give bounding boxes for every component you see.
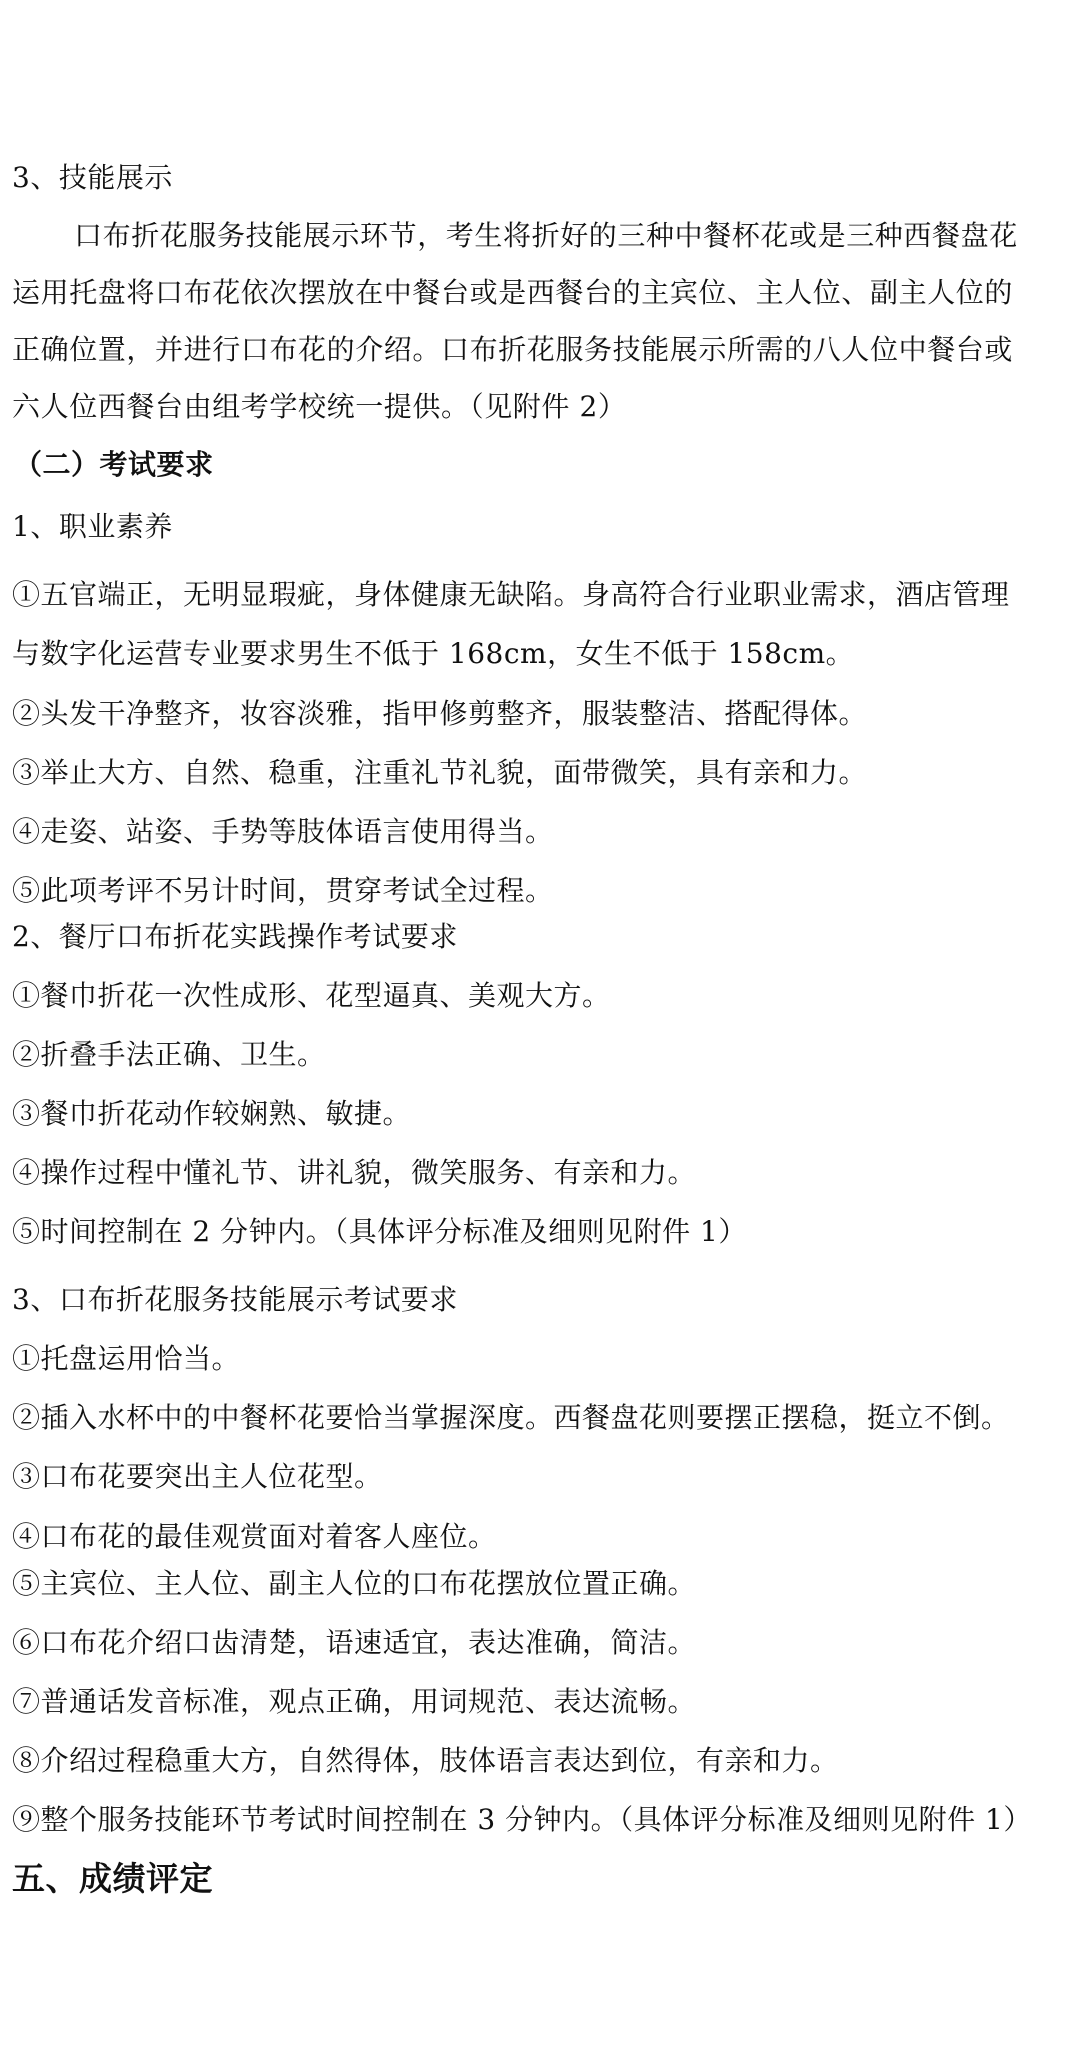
napkin-display-heading: 3、口布折花服务技能展示考试要求 bbox=[12, 1283, 458, 1316]
napkin-display-item: ②插入水杯中的中餐杯花要恰当掌握深度。西餐盘花则要摆正摆稳，挺立不倒。 bbox=[12, 1401, 1010, 1434]
professional-quality-item: ④走姿、站姿、手势等肢体语言使用得当。 bbox=[12, 815, 554, 848]
napkin-display-item: ①托盘运用恰当。 bbox=[12, 1342, 241, 1375]
skill-display-paragraph-line: 六人位西餐台由组考学校统一提供。（见附件 2） bbox=[12, 390, 627, 423]
professional-quality-heading: 1、职业素养 bbox=[12, 510, 173, 543]
napkin-display-item: ⑦普通话发音标准，观点正确，用词规范、表达流畅。 bbox=[12, 1685, 697, 1718]
skill-display-paragraph-line: 运用托盘将口布花依次摆放在中餐台或是西餐台的主宾位、主人位、副主人位的 bbox=[12, 276, 1014, 309]
napkin-practice-item: ⑤时间控制在 2 分钟内。（具体评分标准及细则见附件 1） bbox=[12, 1215, 747, 1248]
grading-heading: 五、成绩评定 bbox=[12, 1859, 213, 1898]
napkin-practice-item: ③餐巾折花动作较娴熟、敏捷。 bbox=[12, 1097, 412, 1130]
exam-requirements-heading: （二）考试要求 bbox=[14, 448, 214, 481]
skill-display-paragraph-line: 口布折花服务技能展示环节，考生将折好的三种中餐杯花或是三种西餐盘花 bbox=[74, 219, 1018, 252]
professional-quality-item: ③举止大方、自然、稳重，注重礼节礼貌，面带微笑，具有亲和力。 bbox=[12, 756, 868, 789]
napkin-practice-item: ④操作过程中懂礼节、讲礼貌，微笑服务、有亲和力。 bbox=[12, 1156, 697, 1189]
professional-quality-item: 与数字化运营专业要求男生不低于 168cm，女生不低于 158cm。 bbox=[12, 637, 855, 670]
skill-display-paragraph-line: 正确位置，并进行口布花的介绍。口布折花服务技能展示所需的八人位中餐台或 bbox=[12, 333, 1014, 366]
napkin-display-item: ⑤主宾位、主人位、副主人位的口布花摆放位置正确。 bbox=[12, 1567, 697, 1600]
napkin-display-item: ③口布花要突出主人位花型。 bbox=[12, 1460, 383, 1493]
napkin-display-item: ⑥口布花介绍口齿清楚，语速适宜，表达准确，简洁。 bbox=[12, 1626, 697, 1659]
napkin-practice-heading: 2、餐厅口布折花实践操作考试要求 bbox=[12, 920, 458, 953]
skill-display-heading: 3、技能展示 bbox=[12, 161, 173, 194]
napkin-display-item: ⑨整个服务技能环节考试时间控制在 3 分钟内。（具体评分标准及细则见附件 1） bbox=[12, 1803, 1032, 1836]
professional-quality-item: ②头发干净整齐，妆容淡雅，指甲修剪整齐，服装整洁、搭配得体。 bbox=[12, 697, 868, 730]
professional-quality-item: ⑤此项考评不另计时间，贯穿考试全过程。 bbox=[12, 874, 554, 907]
napkin-display-item: ⑧介绍过程稳重大方，自然得体，肢体语言表达到位，有亲和力。 bbox=[12, 1744, 839, 1777]
professional-quality-item: ①五官端正，无明显瑕疵，身体健康无缺陷。身高符合行业职业需求，酒店管理 bbox=[12, 578, 1010, 611]
napkin-display-item: ④口布花的最佳观赏面对着客人座位。 bbox=[12, 1520, 497, 1553]
napkin-practice-item: ①餐巾折花一次性成形、花型逼真、美观大方。 bbox=[12, 979, 611, 1012]
napkin-practice-item: ②折叠手法正确、卫生。 bbox=[12, 1038, 326, 1071]
